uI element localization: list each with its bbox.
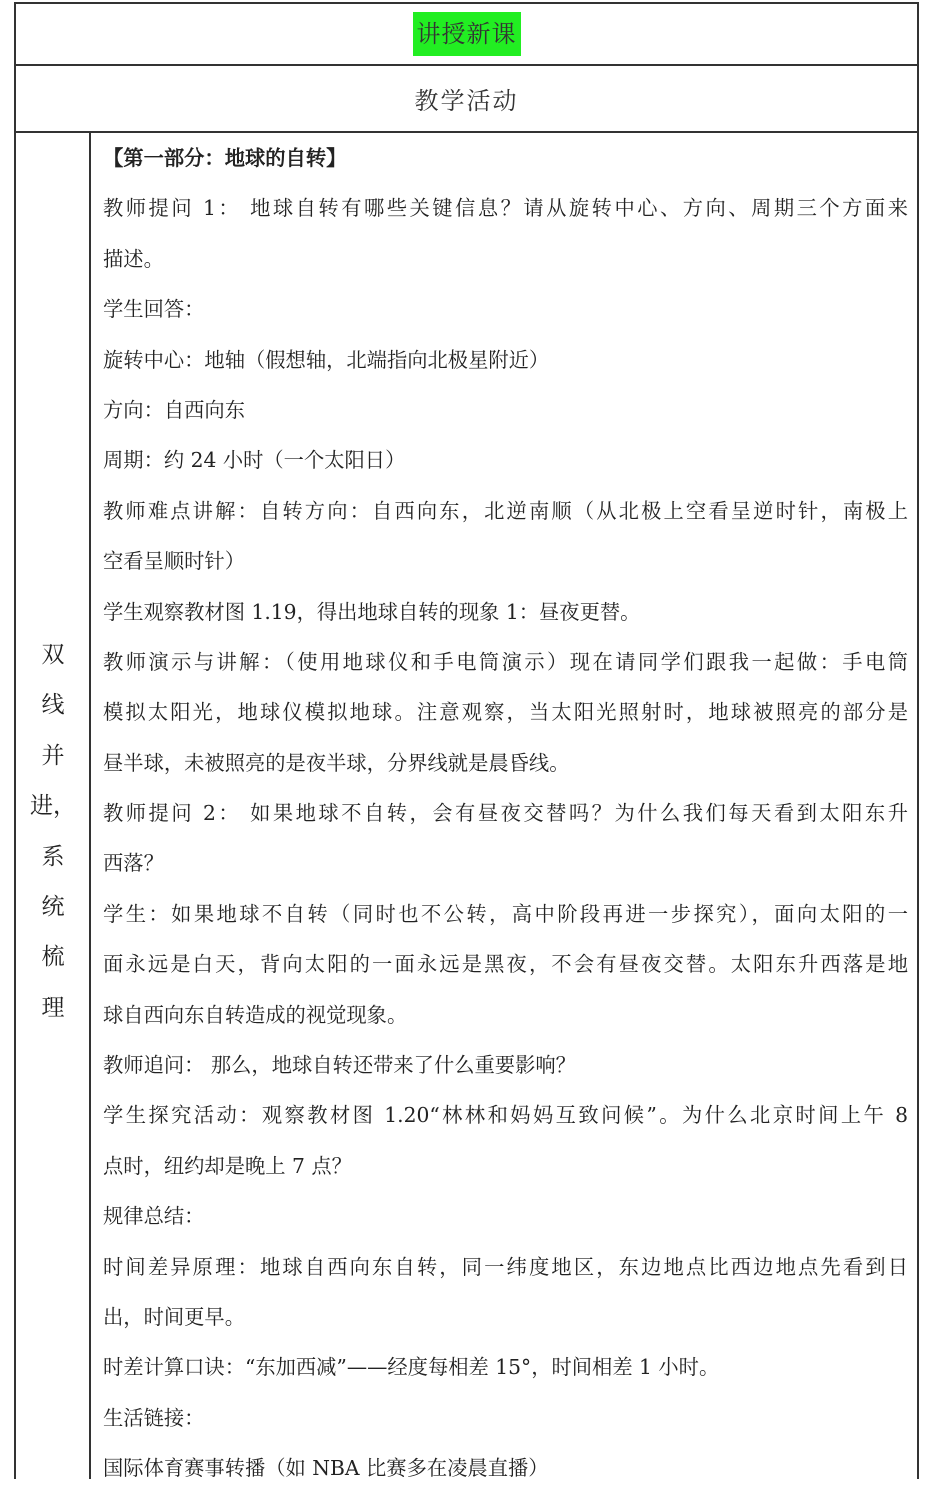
content-line: 出，时间更早。: [103, 1304, 245, 1329]
side-label-char: 并: [41, 742, 65, 769]
content-line: 教师提问 1： 地球自转有哪些关键信息？请从旋转中心、方向、周期三个方面来: [103, 196, 908, 221]
content-line: 学生观察教材图 1.19，得出地球自转的现象 1：昼夜更替。: [103, 599, 641, 624]
content-line: 学生探究活动：观察教材图 1.20“林林和妈妈互致问候”。为什么北京时间上午 8: [103, 1103, 908, 1128]
content-line: 方向：自西向东: [103, 397, 245, 422]
content-line: 学生：如果地球不自转（同时也不公转，高中阶段再进一步探究），面向太阳的一: [103, 901, 908, 926]
activity-heading: 教学活动: [414, 87, 519, 115]
content-line: 国际体育赛事转播（如 NBA 比赛多在凌晨直播）: [103, 1456, 549, 1481]
content-line: 教师难点讲解：自转方向：自西向东，北逆南顺（从北极上空看呈逆时针，南极上: [103, 498, 908, 523]
content-line: 空看呈顺时针）: [103, 549, 245, 574]
content-line: 旋转中心：地轴（假想轴，北端指向北极星附近）: [103, 347, 550, 372]
content-line: 描述。: [103, 246, 164, 271]
side-label-char: 线: [41, 692, 65, 719]
content-line: 教师演示与讲解：（使用地球仪和手电筒演示）现在请同学们跟我一起做：手电筒: [103, 649, 908, 674]
content-line: 面永远是白天，背向太阳的一面永远是黑夜，不会有昼夜交替。太阳东升西落是地: [103, 952, 908, 977]
side-label-char: 梳: [41, 944, 65, 971]
content-line: 学生回答：: [103, 297, 205, 322]
section-heading: 【第一部分：地球的自转】: [103, 146, 347, 170]
side-label-char: 统: [41, 893, 65, 920]
content-line: 模拟太阳光，地球仪模拟地球。注意观察，当太阳光照射时，地球被照亮的部分是: [103, 700, 908, 725]
content-line: 教师提问 2： 如果地球不自转，会有昼夜交替吗？为什么我们每天看到太阳东升: [103, 801, 908, 826]
activity-content: [103, 140, 908, 1501]
side-label-char: 进，: [30, 793, 76, 820]
content-line: 时间差异原理：地球自西向东自转，同一纬度地区，东边地点比西边地点先看到日: [103, 1254, 908, 1279]
content-line: 昼半球，未被照亮的是夜半球，分界线就是晨昏线。: [103, 750, 570, 775]
side-label: [17, 630, 89, 1033]
content-line: 生活链接：: [103, 1405, 205, 1430]
table-subheader-divider: [14, 131, 919, 133]
content-line: 教师追问： 那么，地球自转还带来了什么重要影响？: [103, 1053, 576, 1078]
table-left-border: [14, 2, 16, 1479]
content-line: 时差计算口诀：“东加西减”——经度每相差 15°，时间相差 1 小时。: [103, 1355, 720, 1380]
content-line: 西落？: [103, 851, 164, 876]
table-right-border: [917, 2, 919, 1479]
header-row: [15, 4, 918, 64]
content-line: 球自西向东自转造成的视觉现象。: [103, 1002, 408, 1027]
side-label-char: 系: [41, 843, 65, 870]
side-label-char: 双: [41, 642, 65, 668]
section-title: 讲授新课: [413, 12, 521, 56]
side-label-char: 理: [41, 994, 65, 1021]
content-line: 规律总结：: [103, 1204, 205, 1229]
subheader-row: [15, 66, 918, 131]
table-column-divider: [89, 131, 91, 1479]
content-line: 点时，纽约却是晚上 7 点？: [103, 1153, 352, 1178]
content-line: 周期：约 24 小时（一个太阳日）: [103, 448, 406, 473]
